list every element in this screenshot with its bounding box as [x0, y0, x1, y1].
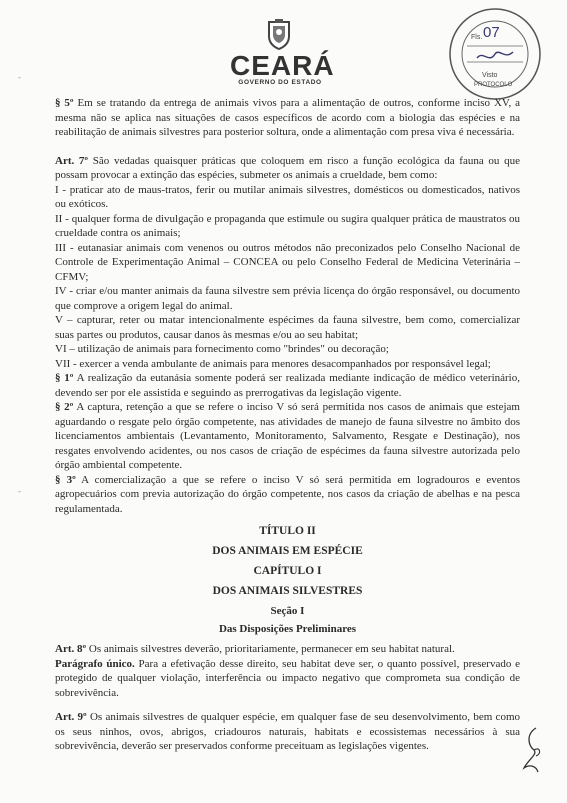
inciso-ii: II - qualquer forma de divulgação e propaganda que estimule ou sugira qualquer prática de maustratos ou crueldade contra os animais;	[55, 212, 520, 239]
article-8: Art. 8º Os animais silvestres deverão, prioritariamente, permanecer em seu habitat natural.	[55, 643, 455, 655]
stamp-protocol-label: PROTOCOLO	[474, 82, 513, 88]
chapter-name: DOS ANIMAIS SILVESTRES	[212, 585, 363, 597]
article-7-paragraph-3: § 3º A comercialização a que se refere o inciso V só será permitida em logradouros e eventos agropecuários com previa autorização do órgão competente, nos casos da criação de abelhas e na pesca regulamentada.	[55, 473, 520, 515]
title-name: DOS ANIMAIS EM ESPÉCIE	[212, 545, 363, 557]
article-9: Art. 9º Os animais silvestres de qualquer espécie, em qualquer fase de seu desenvolvimento, bem como os seus ninhos, ovos, abrigos, criadouros naturais, habitats e ecossistemas necessários à sua sobrevivência, deverão ser preservados conforme preceituam as legislações vigentes.	[55, 711, 520, 752]
inciso-v: V – capturar, reter ou matar intencionalmente espécimes da fauna silvestre, bem como, comercializar suas partes ou produtos, causar danos às mesmas e/ou ao seu habitat;	[55, 314, 520, 341]
title-heading: TÍTULO II	[259, 525, 316, 537]
inciso-iv: IV - criar e/ou manter animais da fauna silvestre sem prévia licença do órgão responsável, ou documento que comprove a origem legal do animal.	[55, 285, 520, 312]
article-8-sole-paragraph: Parágrafo único. Para a efetivação desse direito, seu habitat deve ser, o quanto possível, preservado e protegido de qualquer violação, interferência ou impacto negativo que comprometa sua condição de sobrevivência.	[55, 657, 520, 699]
margin-mark: -	[18, 72, 21, 82]
brand-subtitle: GOVERNO DO ESTADO	[238, 79, 322, 86]
section-heading: Seção I	[270, 605, 305, 617]
inciso-vi: VI – utilização de animais para fornecimento como "brindes" ou decoração;	[55, 343, 389, 355]
margin-mark: -	[18, 486, 21, 496]
inciso-i: I - praticar ato de maus-tratos, ferir ou mutilar animais silvestres, domésticos ou domesticados, nativos ou exóticos.	[55, 183, 520, 210]
article-7-paragraph-1: § 1º A realização da eutanásia somente poderá ser realizada mediante indicação de médico veterinário, devendo ser por ele assistida e seguindo as prerrogativas da legislação vigente.	[55, 372, 520, 399]
brand-name: CEARÁ	[230, 50, 335, 81]
brand-logo	[230, 50, 335, 86]
page-header	[0, 0, 567, 96]
section-name: Das Disposições Preliminares	[218, 623, 357, 635]
stamp-visto-label: Visto	[482, 72, 498, 79]
inciso-iii: III - eutanasiar animais com venenos ou outros métodos não preconizados pelo Conselho Nacional de Controle de Experimentação Animal – CONCEA ou pelo Conselho Federal de Medicina Veterinária – CFMV;	[55, 241, 520, 283]
coat-of-arms-icon	[266, 18, 292, 50]
signature-initials-icon	[516, 724, 546, 776]
stamp-page-number: 07	[483, 24, 500, 41]
inciso-vii: VII - exercer a venda ambulante de animais para menores desacompanhados por responsável legal;	[55, 357, 491, 370]
stamp-fls-label: Fls.	[471, 34, 483, 41]
article-7: Art. 7º São vedadas quaisquer práticas que coloquem em risco a função ecológica da fauna ou que possam provocar a extinção das espécies, submeter os animais a crueldade, bem como:	[55, 154, 520, 181]
chapter-heading: CAPÍTULO I	[253, 565, 322, 577]
document-body	[55, 96, 520, 754]
paragraph-s5: § 5º Em se tratando da entrega de animais vivos para a alimentação de outros, conforme inciso XV, a mesma não se aplica nas situações de casos específicos de acordo com a biologia das espécies e na reabilitação de animais silvestres para posterior soltura, onde a alimentação com presa viva é necessária.	[55, 97, 520, 138]
article-7-paragraph-2: § 2º A captura, retenção a que se refere o inciso V só será permitida nos casos de animais que estejam aguardando o resgate pelo órgão competente, nas atividades de manejo de fauna silvestre no âmbito dos licenciamentos ambientais (Levantamento, Monitoramento, Salvamento, Resgate e Destinação), nos resgates envolvendo acidentes, ou nos casos de criação de espécimes da fauna silvestre autorizada pelo órgão ambiental competente.	[55, 401, 520, 471]
